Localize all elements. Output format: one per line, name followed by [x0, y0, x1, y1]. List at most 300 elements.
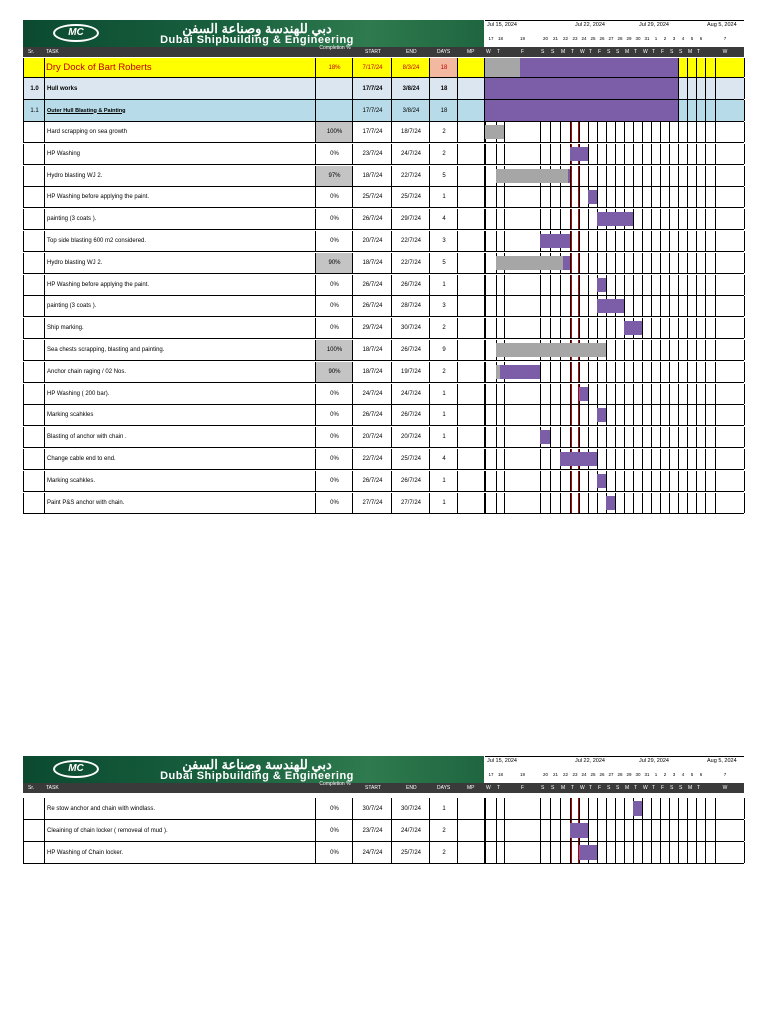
grid-line	[597, 842, 598, 863]
grid-line	[660, 340, 661, 360]
day-number: 3	[672, 772, 676, 777]
col-sr: Sr.	[28, 49, 35, 55]
table-row	[23, 58, 744, 78]
grid-line	[678, 405, 679, 425]
grid-line	[550, 275, 551, 295]
grid-line	[678, 842, 679, 863]
row-mp	[458, 427, 485, 447]
row-sr	[23, 340, 45, 360]
row-mp	[458, 100, 485, 121]
grid-line	[642, 427, 643, 447]
grid-line	[504, 405, 505, 425]
grid-line	[705, 275, 706, 295]
grid-line	[715, 362, 716, 382]
gantt-cells	[485, 798, 744, 819]
row-sr	[23, 187, 45, 207]
grid-line	[687, 471, 688, 491]
grid-line	[633, 275, 634, 295]
gantt-bar-remaining	[500, 365, 540, 379]
row-completion: 0%	[316, 318, 353, 338]
row-mp	[458, 58, 485, 77]
day-number: 3	[672, 36, 676, 41]
grid-line	[606, 253, 607, 273]
grid-line	[550, 318, 551, 338]
grid-line	[660, 449, 661, 469]
day-number: 17	[488, 772, 494, 777]
today-line	[571, 362, 572, 382]
grid-line	[715, 493, 716, 513]
grid-line	[669, 275, 670, 295]
row-completion	[316, 78, 353, 99]
day-letter: W	[722, 785, 728, 791]
day-letter: T	[571, 49, 575, 55]
gantt-bar-remaining	[633, 801, 642, 816]
table-row	[23, 427, 744, 448]
grid-line	[642, 209, 643, 229]
grid-line	[540, 318, 541, 338]
grid-line	[550, 362, 551, 382]
gantt-cells	[485, 340, 744, 360]
row-start: 25/7/24	[353, 187, 392, 207]
grid-line	[588, 362, 589, 382]
grid-line	[624, 449, 625, 469]
row-sr: 1.1	[23, 100, 45, 121]
week-label: Jul 22, 2024	[575, 758, 605, 764]
today-line	[571, 122, 572, 142]
grid-line	[597, 253, 598, 273]
row-end: 26/7/24	[392, 275, 430, 295]
row-sr	[23, 842, 45, 863]
grid-line	[606, 427, 607, 447]
grid-line	[633, 340, 634, 360]
table-row	[23, 820, 744, 842]
grid-line	[715, 144, 716, 164]
grid-line	[660, 187, 661, 207]
row-start: 24/7/24	[353, 384, 392, 404]
day-number: 19	[519, 772, 525, 777]
row-end: 29/7/24	[392, 209, 430, 229]
grid-line	[678, 471, 679, 491]
col-task: TASK	[46, 785, 59, 791]
day-number: 29	[626, 772, 632, 777]
grid-line	[560, 798, 561, 819]
row-completion: 0%	[316, 187, 353, 207]
grid-line	[579, 493, 580, 513]
row-end: 24/7/24	[392, 820, 430, 841]
gantt-bar-remaining	[570, 823, 588, 838]
grid-line	[642, 798, 643, 819]
grid-line	[651, 493, 652, 513]
row-sr	[23, 493, 45, 513]
grid-line	[696, 253, 697, 273]
grid-line	[642, 493, 643, 513]
grid-line	[624, 296, 625, 316]
grid-line	[485, 318, 486, 338]
grid-line	[744, 209, 745, 229]
grid-line	[540, 471, 541, 491]
today-line	[578, 362, 579, 382]
gantt-bar-remaining	[485, 100, 678, 121]
row-completion: 0%	[316, 275, 353, 295]
grid-line	[615, 798, 616, 819]
today-line	[578, 122, 579, 142]
day-letter: W	[580, 49, 585, 55]
gantt-cells	[485, 384, 744, 404]
grid-line	[744, 449, 745, 469]
gantt-bar-remaining	[597, 278, 606, 292]
day-number: 18	[497, 36, 503, 41]
grid-line	[588, 471, 589, 491]
row-mp	[458, 318, 485, 338]
grid-line	[696, 471, 697, 491]
col-completion: Completion %	[319, 781, 351, 787]
grid-line	[496, 231, 497, 251]
day-letter: T	[589, 785, 593, 791]
row-days: 1	[430, 798, 458, 819]
grid-line	[642, 122, 643, 142]
col-start: START	[365, 49, 381, 55]
grid-line	[588, 427, 589, 447]
grid-line	[651, 427, 652, 447]
grid-line	[550, 471, 551, 491]
grid-line	[496, 820, 497, 841]
gantt-cells	[485, 318, 744, 338]
row-task: Re stow anchor and chain with windlass.	[45, 798, 316, 819]
day-letter: S	[670, 49, 674, 55]
grid-line	[660, 144, 661, 164]
row-start: 20/7/24	[353, 231, 392, 251]
gantt-cells	[485, 100, 744, 121]
day-letter: T	[634, 785, 638, 791]
today-line	[578, 231, 579, 251]
grid-line	[606, 384, 607, 404]
grid-line	[560, 384, 561, 404]
grid-line	[496, 384, 497, 404]
grid-line	[705, 166, 706, 186]
row-sr	[23, 122, 45, 142]
grid-line	[606, 318, 607, 338]
gantt-bar-remaining	[570, 147, 588, 161]
row-sr	[23, 820, 45, 841]
grid-line	[744, 100, 745, 121]
row-mp	[458, 166, 485, 186]
grid-line	[560, 209, 561, 229]
row-mp	[458, 471, 485, 491]
row-end: 25/7/24	[392, 187, 430, 207]
row-task: Hard scrapping on sea growth	[45, 122, 316, 142]
grid-line	[696, 78, 697, 99]
grid-line	[678, 427, 679, 447]
row-sr	[23, 405, 45, 425]
day-letter: S	[551, 49, 555, 55]
grid-line	[744, 187, 745, 207]
grid-line	[642, 449, 643, 469]
grid-line	[540, 798, 541, 819]
grid-line	[660, 842, 661, 863]
grid-line	[550, 296, 551, 316]
grid-line	[651, 362, 652, 382]
day-number: 30	[635, 36, 641, 41]
gantt-bar-complete	[496, 343, 606, 357]
day-letter: S	[607, 785, 611, 791]
grid-line	[615, 471, 616, 491]
grid-line	[615, 384, 616, 404]
grid-line	[624, 405, 625, 425]
grid-line	[651, 231, 652, 251]
day-number: 21	[552, 36, 558, 41]
grid-line	[624, 362, 625, 382]
grid-line	[633, 362, 634, 382]
row-start: 17/7/24	[353, 78, 392, 99]
grid-line	[597, 144, 598, 164]
grid-line	[615, 253, 616, 273]
grid-line	[540, 820, 541, 841]
day-letter: M	[625, 785, 630, 791]
row-task: Ship marking.	[45, 318, 316, 338]
grid-line	[504, 427, 505, 447]
col-start: START	[365, 785, 381, 791]
row-end: 27/7/24	[392, 493, 430, 513]
grid-line	[504, 296, 505, 316]
grid-line	[687, 275, 688, 295]
grid-line	[624, 231, 625, 251]
row-end: 26/7/24	[392, 471, 430, 491]
day-number: 22	[562, 36, 568, 41]
grid-line	[669, 209, 670, 229]
grid-line	[550, 384, 551, 404]
gantt-cells	[485, 842, 744, 863]
grid-line	[540, 842, 541, 863]
grid-line	[705, 820, 706, 841]
grid-line	[496, 842, 497, 863]
company-name-english: Dubai Shipbuilding & Engineering	[160, 34, 354, 46]
grid-line	[496, 296, 497, 316]
grid-line	[744, 798, 745, 819]
row-days: 1	[430, 405, 458, 425]
grid-line	[624, 798, 625, 819]
grid-line	[651, 275, 652, 295]
grid-line	[624, 471, 625, 491]
grid-line	[669, 122, 670, 142]
grid-line	[588, 253, 589, 273]
grid-line	[606, 798, 607, 819]
grid-line	[504, 144, 505, 164]
day-number: 4	[681, 36, 685, 41]
grid-line	[669, 231, 670, 251]
today-line	[578, 427, 579, 447]
grid-line	[715, 58, 716, 77]
table-row	[23, 100, 744, 122]
gantt-bar-remaining	[568, 169, 570, 183]
grid-line	[606, 166, 607, 186]
grid-line	[624, 820, 625, 841]
grid-line	[715, 296, 716, 316]
grid-line	[687, 187, 688, 207]
col-end: END	[406, 785, 417, 791]
grid-line	[669, 842, 670, 863]
grid-line	[669, 166, 670, 186]
grid-line	[687, 122, 688, 142]
col-days: DAYS	[437, 785, 451, 791]
grid-line	[579, 427, 580, 447]
row-days: 4	[430, 209, 458, 229]
row-task: HP Washing before applying the paint.	[45, 187, 316, 207]
grid-line	[588, 296, 589, 316]
grid-line	[540, 122, 541, 142]
grid-line	[633, 296, 634, 316]
row-days: 2	[430, 362, 458, 382]
gantt-cells	[485, 187, 744, 207]
row-mp	[458, 493, 485, 513]
row-end: 30/7/24	[392, 798, 430, 819]
gantt-bar-complete	[496, 169, 568, 183]
grid-line	[678, 362, 679, 382]
grid-line	[496, 275, 497, 295]
grid-line	[560, 405, 561, 425]
grid-line	[615, 187, 616, 207]
today-line	[578, 493, 579, 513]
grid-line	[744, 493, 745, 513]
row-days: 9	[430, 340, 458, 360]
grid-line	[651, 405, 652, 425]
grid-line	[540, 449, 541, 469]
row-completion: 18%	[316, 58, 353, 77]
grid-line	[669, 318, 670, 338]
column-header-row	[23, 783, 744, 793]
today-line	[571, 275, 572, 295]
grid-line	[496, 449, 497, 469]
grid-line	[642, 231, 643, 251]
grid-line	[588, 122, 589, 142]
grid-line	[678, 122, 679, 142]
day-number: 26	[599, 36, 605, 41]
grid-line	[606, 405, 607, 425]
gantt-cells	[485, 144, 744, 164]
grid-line	[606, 842, 607, 863]
row-completion	[316, 100, 353, 121]
grid-line	[550, 405, 551, 425]
today-line	[571, 209, 572, 229]
gantt-cells	[485, 275, 744, 295]
grid-line	[615, 166, 616, 186]
company-logo: MC	[53, 24, 99, 42]
grid-line	[744, 471, 745, 491]
row-sr	[23, 209, 45, 229]
grid-line	[579, 231, 580, 251]
grid-line	[715, 318, 716, 338]
grid-line	[485, 471, 486, 491]
row-sr	[23, 384, 45, 404]
grid-line	[678, 493, 679, 513]
grid-line	[540, 493, 541, 513]
grid-line	[705, 58, 706, 77]
row-sr: 1.0	[23, 78, 45, 99]
row-end: 25/7/24	[392, 449, 430, 469]
grid-line	[485, 493, 486, 513]
grid-line	[504, 318, 505, 338]
gantt-cells	[485, 122, 744, 142]
grid-line	[705, 471, 706, 491]
grid-line	[669, 449, 670, 469]
row-start: 7/17/24	[353, 58, 392, 77]
row-mp	[458, 405, 485, 425]
row-start: 30/7/24	[353, 798, 392, 819]
grid-line	[696, 405, 697, 425]
grid-line	[696, 166, 697, 186]
day-number: 29	[626, 36, 632, 41]
row-task: HP Washing ( 200 bar).	[45, 384, 316, 404]
grid-line	[615, 275, 616, 295]
row-completion: 0%	[316, 471, 353, 491]
today-line	[571, 427, 572, 447]
grid-line	[696, 842, 697, 863]
grid-line	[504, 471, 505, 491]
grid-line	[485, 449, 486, 469]
grid-line	[744, 166, 745, 186]
grid-line	[540, 275, 541, 295]
grid-line	[550, 820, 551, 841]
grid-line	[744, 820, 745, 841]
grid-line	[744, 340, 745, 360]
grid-line	[504, 449, 505, 469]
grid-line	[705, 100, 706, 121]
grid-line	[669, 798, 670, 819]
row-days: 2	[430, 820, 458, 841]
gantt-cells	[485, 166, 744, 186]
grid-line	[715, 798, 716, 819]
grid-line	[715, 405, 716, 425]
grid-line	[485, 384, 486, 404]
day-number: 27	[608, 36, 614, 41]
today-line	[571, 384, 572, 404]
grid-line	[485, 166, 486, 186]
gantt-bar-remaining	[588, 190, 597, 204]
grid-line	[540, 362, 541, 382]
grid-line	[696, 58, 697, 77]
gantt-bar-remaining	[579, 387, 588, 401]
grid-line	[615, 842, 616, 863]
grid-line	[588, 384, 589, 404]
grid-line	[660, 820, 661, 841]
day-number: 5	[690, 772, 694, 777]
grid-line	[560, 427, 561, 447]
grid-line	[705, 449, 706, 469]
grid-line	[660, 362, 661, 382]
today-line	[578, 253, 579, 273]
day-letter: M	[561, 49, 566, 55]
day-number: 24	[581, 36, 587, 41]
today-line	[571, 187, 572, 207]
grid-line	[651, 842, 652, 863]
row-end: 28/7/24	[392, 296, 430, 316]
grid-line	[669, 340, 670, 360]
column-header-row	[23, 47, 744, 57]
grid-line	[705, 405, 706, 425]
grid-line	[588, 144, 589, 164]
grid-line	[560, 122, 561, 142]
grid-line	[687, 253, 688, 273]
gantt-bar-complete	[496, 256, 563, 270]
grid-line	[633, 493, 634, 513]
grid-line	[633, 471, 634, 491]
row-completion: 97%	[316, 166, 353, 186]
row-task: Top side blasting 600 m2 considered.	[45, 231, 316, 251]
day-letter: F	[661, 49, 665, 55]
grid-line	[705, 318, 706, 338]
grid-line	[615, 493, 616, 513]
gantt-bar-remaining	[624, 321, 642, 335]
row-completion: 90%	[316, 362, 353, 382]
